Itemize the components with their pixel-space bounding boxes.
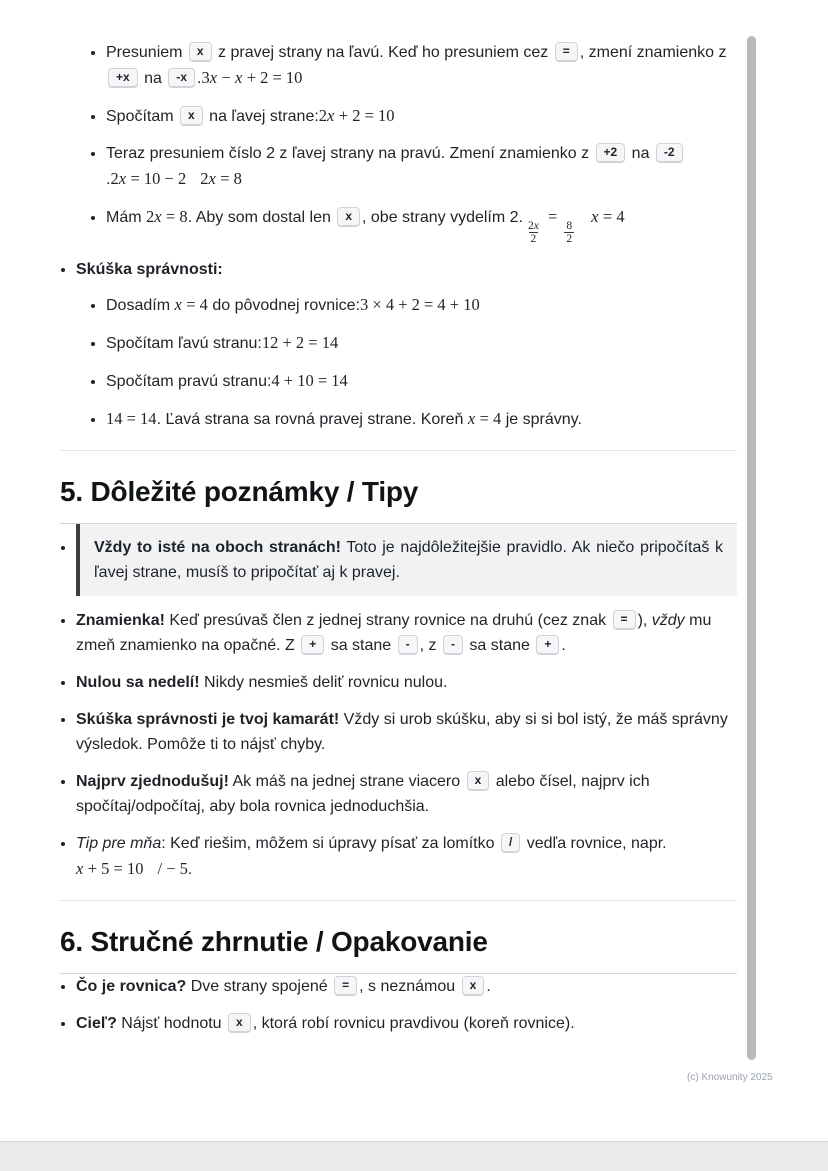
text-run: z pravej strany na ľavú. Keď ho presuniem cez xyxy=(213,44,553,61)
key-plus-2: +2 xyxy=(596,143,626,163)
math-expression: 2x = 8 xyxy=(200,169,242,188)
key-plus: + xyxy=(536,635,559,655)
callout-quote xyxy=(76,524,737,596)
list-item xyxy=(76,974,737,999)
text-run: , ktorá robí rovnicu pravdivou (koreň rovnice). xyxy=(252,1015,575,1032)
math-expression: / − 5 xyxy=(157,859,188,878)
key-x: x xyxy=(467,771,490,791)
scrollbar-track[interactable] xyxy=(745,0,758,1140)
text-run: Nikdy nesmieš deliť rovnicu nulou. xyxy=(199,674,448,691)
math-fraction: $\frac{8}{2}$ xyxy=(566,220,573,245)
text-run: Spočítam ľavú stranu: xyxy=(106,335,262,352)
key-slash: / xyxy=(501,833,520,853)
bold-text: Nulou sa nedelí! xyxy=(76,674,200,691)
list-item xyxy=(106,368,737,394)
bold-text: Najprv zjednodušuj! xyxy=(76,773,229,790)
key-minus: - xyxy=(398,635,418,655)
text-run: vedľa rovnice, napr. xyxy=(522,835,667,852)
section-5-heading: 5. Dôležité poznámky / Tipy xyxy=(60,473,737,524)
text-run: Keď presúvaš člen z jednej strany rovnice na druhú (cez znak xyxy=(164,612,611,629)
list-item xyxy=(106,406,737,432)
text-run: na xyxy=(139,70,167,87)
text-run: , z xyxy=(419,637,441,654)
key-x: x xyxy=(180,106,203,126)
section-divider-2 xyxy=(60,900,737,901)
text-run: : Keď riešim, môžem si úpravy písať za lomítko xyxy=(161,835,499,852)
italic-text: vždy xyxy=(651,612,685,629)
math-expression: 2x = 10 − 2 xyxy=(110,169,187,188)
list-item xyxy=(76,1011,737,1036)
key-minus-2: -2 xyxy=(656,143,683,163)
math-expression: 4 + 10 = 14 xyxy=(271,371,348,390)
bold-text: Skúška správnosti: xyxy=(76,261,223,278)
text-run: . xyxy=(197,70,202,87)
math-expression: x = 4 xyxy=(174,295,208,314)
text-run: Dve strany spojené xyxy=(186,978,333,995)
check-list-item xyxy=(76,257,737,432)
text-run: Toto je najdôležitejšie pravidlo. Ak niečo pripočítaš k ľavej strane, musíš to pripočítať aj k pravej. xyxy=(94,539,724,581)
italic-text: Tip pre mňa xyxy=(76,835,162,852)
text-run: . Ľavá strana sa rovná pravej strane. Koreň xyxy=(156,411,468,428)
list-item xyxy=(76,769,737,819)
list-item xyxy=(76,524,737,596)
solution-outer-list xyxy=(60,40,737,432)
watermark: (c) Knowunity 2025 xyxy=(687,1072,773,1083)
text-run: mu zmeň znamienko na opačné. Z xyxy=(76,612,712,654)
math-expression: x + 5 = 10 xyxy=(76,859,144,878)
check-title xyxy=(76,257,737,282)
bold-text: Skúška správnosti je tvoj kamarát! xyxy=(76,711,340,728)
key-equals: = xyxy=(555,42,578,62)
math-expression: 2x + 2 = 10 xyxy=(318,106,395,125)
text-run: Mám xyxy=(106,209,146,226)
list-item xyxy=(76,707,737,757)
math-fraction: $\frac{2x}{2}$ xyxy=(527,220,539,245)
text-run: . xyxy=(486,978,491,995)
text-run: Nájsť hodnotu xyxy=(116,1015,227,1032)
solution-steps-list xyxy=(76,40,737,245)
list-item xyxy=(76,608,737,658)
text-run: Spočítam xyxy=(106,108,179,125)
key-plus-x: +x xyxy=(108,68,138,88)
text-run: . Aby som dostal len xyxy=(187,209,336,226)
key-x: x xyxy=(228,1013,251,1033)
list-item xyxy=(106,330,737,356)
list-item xyxy=(76,670,737,695)
text-run: , s neznámou xyxy=(359,978,460,995)
key-x: x xyxy=(337,207,360,227)
text-run: Spočítam pravú stranu: xyxy=(106,373,272,390)
list-item xyxy=(106,141,737,192)
summary-list xyxy=(60,974,737,1036)
text-run: do pôvodnej rovnice: xyxy=(207,297,361,314)
text-run: sa stane xyxy=(464,637,535,654)
section-divider xyxy=(60,450,737,451)
page-bottom-gap xyxy=(0,1141,828,1171)
text-run: na ľavej strane: xyxy=(204,108,319,125)
scrollbar-thumb[interactable] xyxy=(747,36,756,1060)
bold-text: Cieľ? xyxy=(76,1015,117,1032)
math-expression: 3x − x + 2 = 10 xyxy=(201,68,303,87)
text-run: Vždy si urob skúšku, aby si si bol istý, že máš správny výsledok. Pomôže ti to nájsť chyby. xyxy=(76,711,728,753)
key-x: x xyxy=(462,976,485,996)
tips-list xyxy=(60,524,737,882)
math-expression: 12 + 2 = 14 xyxy=(261,333,339,352)
text-run: Teraz presuniem číslo 2 z ľavej strany na pravú. Zmení znamienko z xyxy=(106,145,594,162)
text-run: na xyxy=(627,145,654,162)
key-plus: + xyxy=(301,635,324,655)
list-item xyxy=(106,40,737,91)
math-expression: x = 4 xyxy=(591,207,625,226)
list-item xyxy=(76,831,737,882)
bold-text: Vždy to isté na oboch stranách! xyxy=(94,539,341,556)
text-run: Dosadím xyxy=(106,297,175,314)
text-run: ), xyxy=(637,612,652,629)
text-run: Presuniem xyxy=(106,44,187,61)
text-run: . xyxy=(106,171,111,188)
bold-text: Znamienka! xyxy=(76,612,165,629)
math-expression: 14 = 14 xyxy=(106,409,157,428)
math-expression: x = 4 xyxy=(467,409,502,428)
list-item xyxy=(106,204,737,245)
continued-list-item xyxy=(76,40,737,245)
key-x: x xyxy=(189,42,212,62)
list-item xyxy=(106,292,737,318)
text-run: , zmení znamienko z xyxy=(579,44,727,61)
key-equals: = xyxy=(613,610,636,630)
key-minus-x: -x xyxy=(168,68,195,88)
text-run: , obe strany vydelím 2. xyxy=(362,209,523,226)
key-minus: - xyxy=(443,635,463,655)
text-run: Ak máš na jednej strane viacero xyxy=(228,773,465,790)
math-expression: 2x = 8 xyxy=(146,207,188,226)
key-equals: = xyxy=(334,976,357,996)
math-expression: = xyxy=(543,207,562,226)
text-run: sa stane xyxy=(326,637,396,654)
bold-text: Čo je rovnica? xyxy=(76,978,187,995)
list-item xyxy=(106,103,737,129)
section-6-heading: 6. Stručné zhrnutie / Opakovanie xyxy=(60,923,737,974)
text-run: je správny. xyxy=(501,411,582,428)
text-run: . xyxy=(561,637,566,654)
text-run: alebo čísel, najprv ich spočítaj/odpočítaj, aby bola rovnica jednoduchšia. xyxy=(76,773,650,815)
math-expression: 3 × 4 + 2 = 4 + 10 xyxy=(360,295,480,314)
check-steps-list xyxy=(76,292,737,432)
text-run: . xyxy=(187,861,193,878)
